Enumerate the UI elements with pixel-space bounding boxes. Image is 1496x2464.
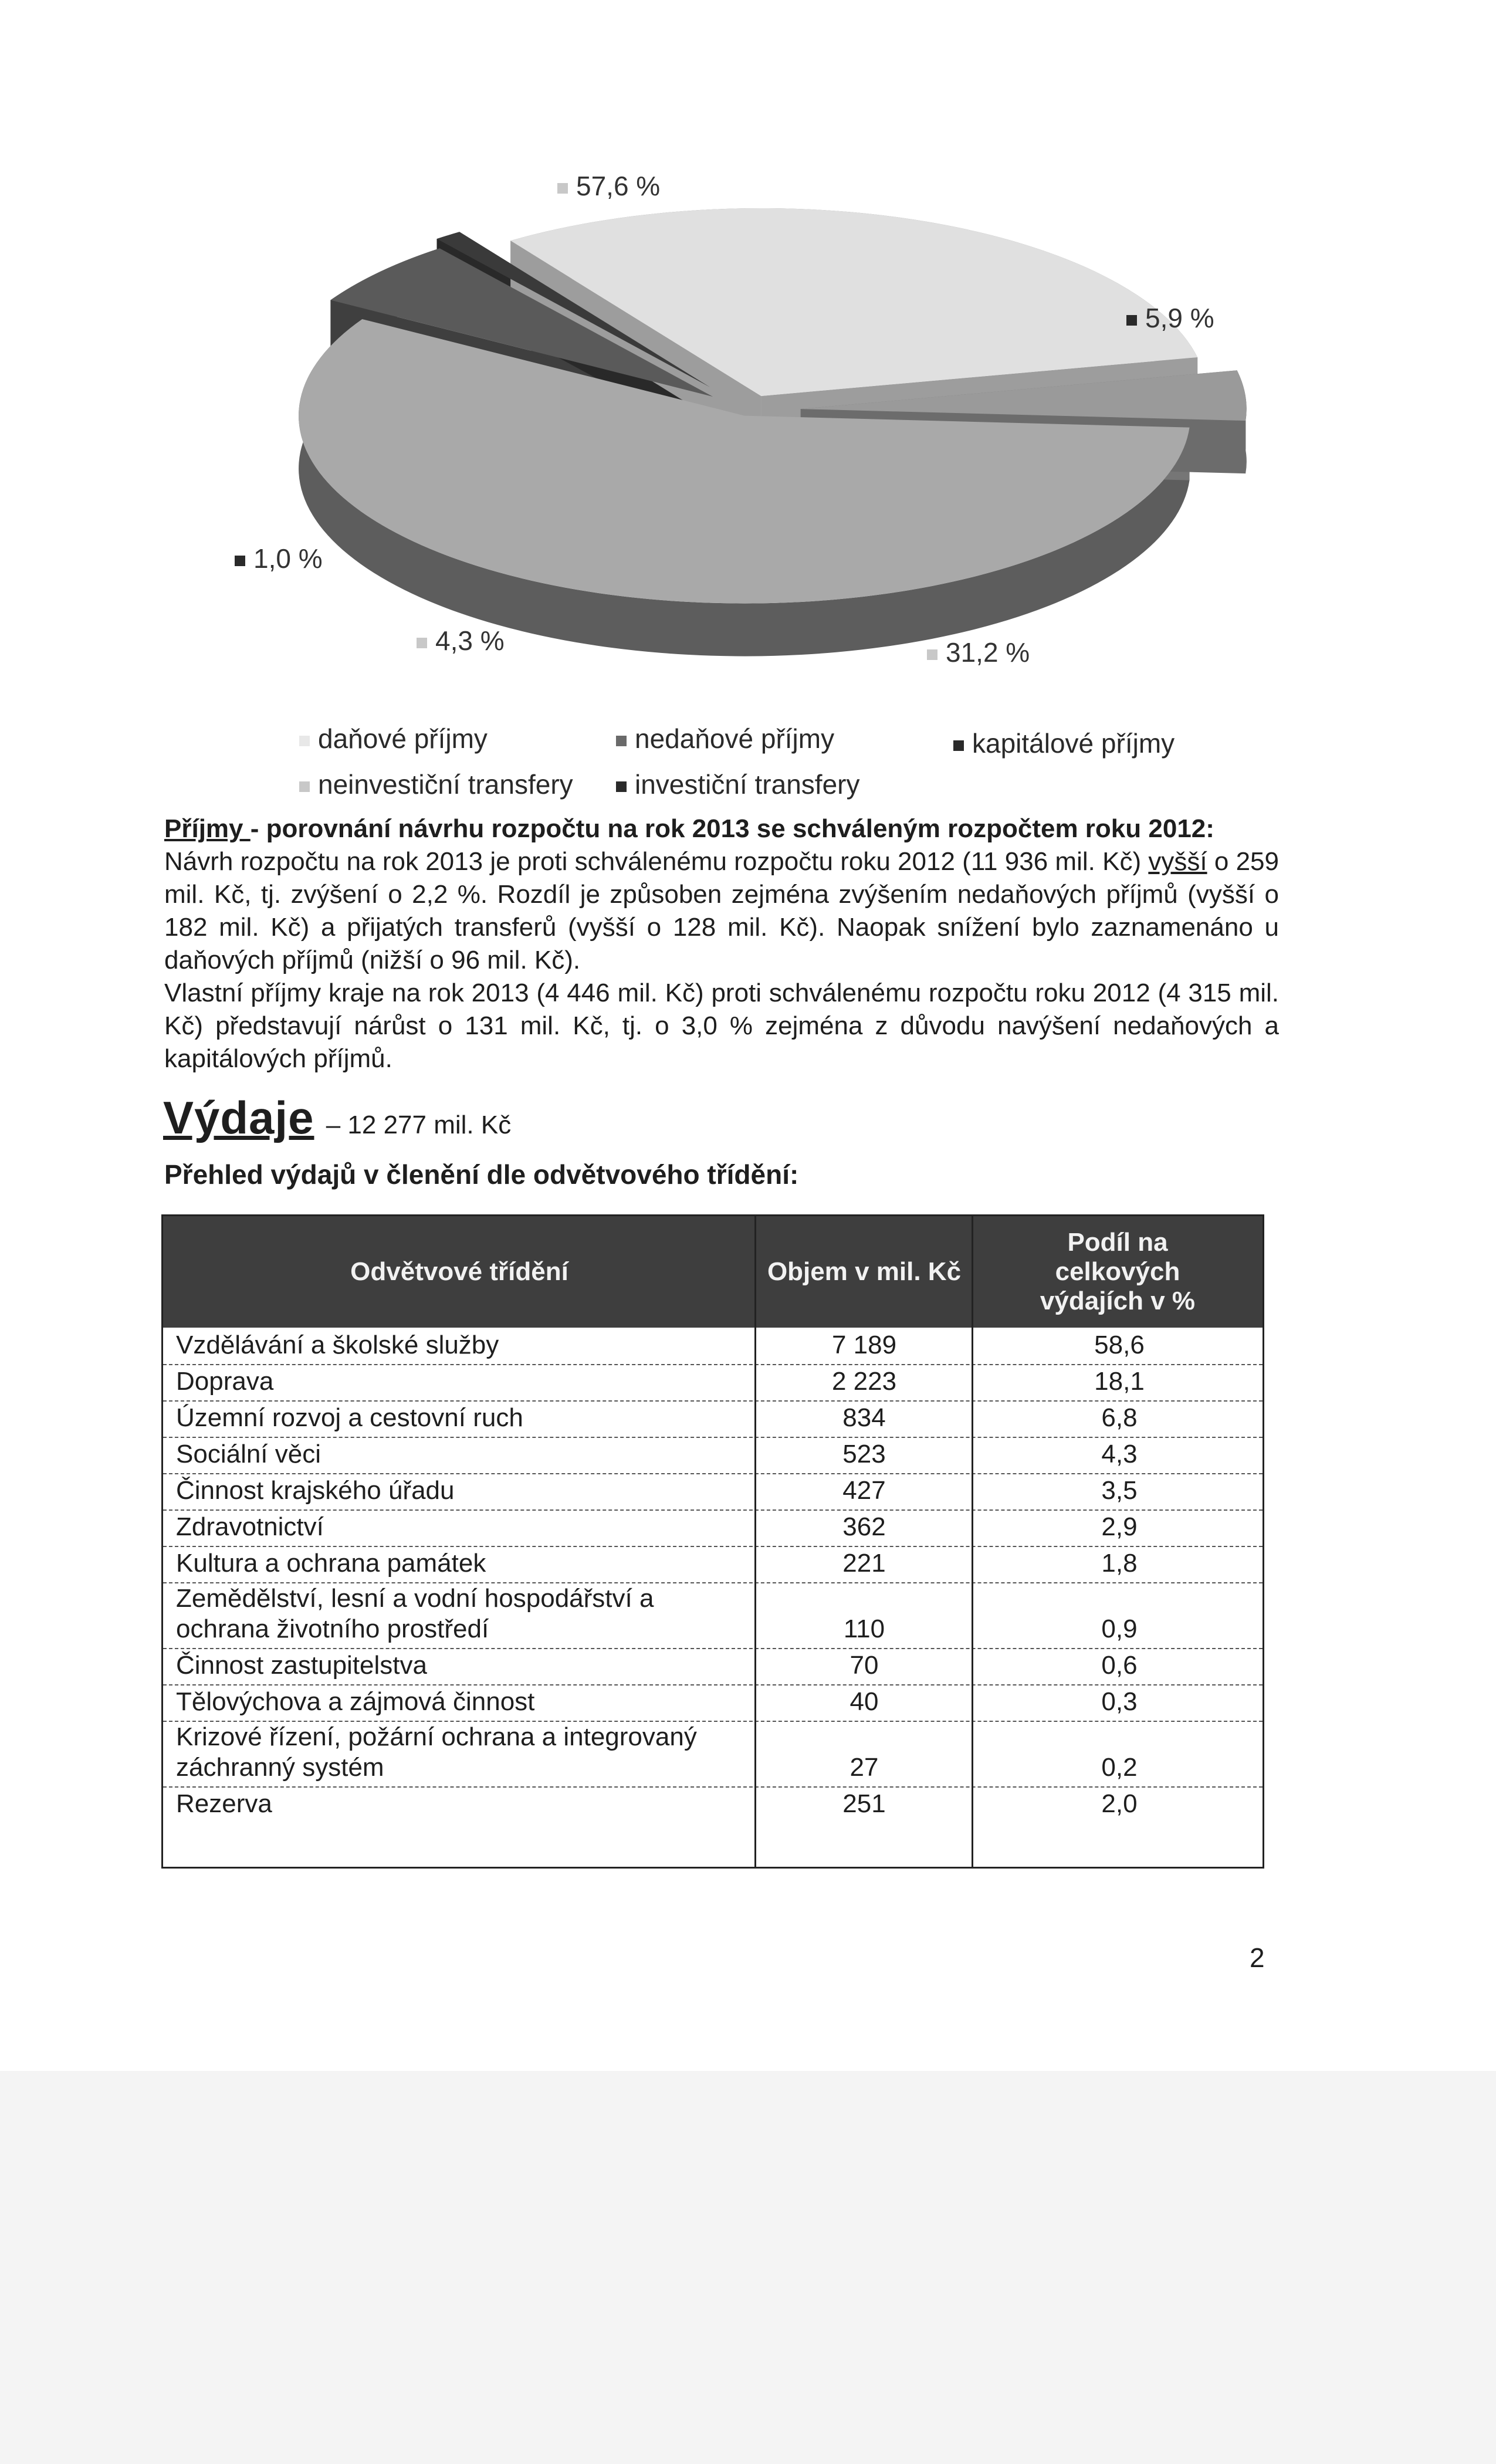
prijmy-paragraph-1: [164, 845, 1279, 977]
pie-label-investicni: 4,3 %: [417, 625, 505, 656]
scan-background: [0, 2071, 1496, 2464]
cell-odvetvi: Územní rozvoj a cestovní ruch: [176, 1403, 523, 1432]
column-divider: [754, 1216, 756, 1867]
cell-odvetvi: Činnost krajského úřadu: [176, 1476, 455, 1505]
vydaje-amount: – 12 277 mil. Kč: [319, 1111, 512, 1139]
label-marker-icon: [927, 649, 937, 660]
cell-podil: 0,6: [1101, 1651, 1138, 1680]
prijmy-heading-rest: - porovnání návrhu rozpočtu na rok 2013 se schváleným rozpočtem roku 2012:: [250, 814, 1214, 843]
legend-swatch-icon: [953, 740, 964, 751]
cell-objem: 110: [843, 1615, 885, 1643]
cell-odvetvi: Sociální věci: [176, 1440, 321, 1468]
header-odvetvove: Odvětvové třídění: [350, 1257, 568, 1286]
table-row: [163, 1400, 1263, 1438]
cell-podil: 1,8: [1101, 1549, 1138, 1578]
cell-objem: 251: [842, 1789, 886, 1818]
cell-podil: 0,2: [1101, 1753, 1138, 1782]
legend-swatch-icon: [616, 781, 627, 792]
cell-podil: 0,9: [1101, 1615, 1138, 1643]
prijmy-p1-end: o 259 mil. Kč, tj. zvýšení o 2,2 %. Rozdíl je způsoben zejména zvýšením nedaňových příjmů (vyšší o 182 mil. Kč) a přijatých transferů (vyšší o 128 mil. Kč). Naopak snížení bylo zaznamenáno u daňových příjmů (nižší o 96 mil. Kč).: [164, 847, 1279, 974]
cell-odvetvi: Krizové řízení, požární ochrana a integrovaný záchranný systém: [176, 1722, 697, 1782]
prijmy-section: [164, 813, 1279, 1075]
cell-podil: 4,3: [1101, 1440, 1138, 1468]
cell-odvetvi: Rezerva: [176, 1789, 272, 1818]
prijmy-heading-underlined: Příjmy: [164, 814, 251, 843]
legend-item-dane: daňové příjmy: [299, 723, 488, 754]
cell-podil: 0,3: [1101, 1687, 1138, 1716]
cell-podil: 3,5: [1101, 1476, 1138, 1505]
vydaje-title: Výdaje: [163, 1092, 314, 1143]
legend-item-nedane: nedaňové příjmy: [616, 723, 834, 754]
cell-objem: 2 223: [831, 1367, 897, 1396]
table-row: [163, 1648, 1263, 1685]
cell-objem: 523: [842, 1440, 886, 1468]
legend-swatch-icon: [616, 736, 627, 746]
expenditure-table: [161, 1214, 1264, 1869]
cell-podil: 2,9: [1101, 1512, 1138, 1541]
header-podil: Podíl na celkových výdajích v %: [1040, 1228, 1196, 1315]
cell-odvetvi: Kultura a ochrana památek: [176, 1549, 486, 1578]
vydaje-subheading: Přehled výdajů v členění dle odvětvového třídění:: [164, 1159, 799, 1190]
legend-swatch-icon: [299, 736, 310, 746]
cell-objem: 70: [849, 1651, 879, 1680]
pie-label-dane: 57,6 %: [557, 170, 660, 202]
header-objem: Objem v mil. Kč: [767, 1257, 962, 1286]
pie-label-nedane: 5,9 %: [1126, 302, 1214, 334]
table-row: [163, 1437, 1263, 1474]
prijmy-heading: [164, 813, 1279, 845]
table-row: [163, 1684, 1263, 1722]
table-header: [163, 1216, 1263, 1328]
legend-item-investicni: investiční transfery: [616, 769, 859, 800]
cell-odvetvi: Doprava: [176, 1367, 274, 1396]
label-marker-icon: [417, 638, 427, 648]
cell-podil: 18,1: [1094, 1367, 1145, 1396]
cell-objem: 427: [842, 1476, 886, 1505]
cell-podil: 6,8: [1101, 1403, 1138, 1432]
vydaje-heading: [163, 1091, 511, 1145]
table-row: [163, 1721, 1263, 1788]
cell-podil: 2,0: [1101, 1789, 1138, 1818]
legend-item-kapitalove: kapitálové příjmy: [953, 727, 1175, 759]
table-row: [163, 1546, 1263, 1583]
pie-chart: [176, 135, 1320, 792]
legend-swatch-icon: [299, 781, 310, 792]
label-marker-icon: [557, 183, 568, 194]
cell-objem: 7 189: [831, 1331, 897, 1359]
pie-label-neinvesticni: 31,2 %: [927, 637, 1030, 668]
prijmy-p1-start: Návrh rozpočtu na rok 2013 je proti schválenému rozpočtu roku 2012 (11 936 mil. Kč): [164, 847, 1149, 876]
label-marker-icon: [235, 556, 245, 566]
table-row: [163, 1473, 1263, 1511]
cell-objem: 221: [842, 1549, 886, 1578]
table-row: [163, 1509, 1263, 1547]
page-number: 2: [1250, 1942, 1265, 1973]
cell-odvetvi: Činnost zastupitelstva: [176, 1651, 427, 1680]
table-row: [163, 1582, 1263, 1649]
column-divider: [972, 1216, 973, 1867]
prijmy-p1-underlined: vyšší: [1148, 847, 1207, 876]
cell-odvetvi: Zdravotnictví: [176, 1512, 324, 1541]
cell-objem: 27: [849, 1753, 879, 1782]
legend-item-neinvesticni: neinvestiční transfery: [299, 769, 573, 800]
table-row: [163, 1786, 1263, 1823]
cell-objem: 40: [849, 1687, 879, 1716]
cell-odvetvi: Vzdělávání a školské služby: [176, 1331, 499, 1359]
cell-objem: 834: [842, 1403, 886, 1432]
cell-odvetvi: Tělovýchova a zájmová činnost: [176, 1687, 535, 1716]
prijmy-paragraph-2: Vlastní příjmy kraje na rok 2013 (4 446 mil. Kč) proti schválenému rozpočtu roku 2012 (4 315 mil. Kč) představují nárůst o 131 mil. Kč, tj. o 3,0 % zejména z důvodu navýšení nedaňových a kapitálových příjmů.: [164, 979, 1279, 1073]
cell-objem: 362: [842, 1512, 886, 1541]
table-row: [163, 1364, 1263, 1402]
pie-label-kapitalove: 1,0 %: [235, 543, 323, 574]
label-marker-icon: [1126, 315, 1137, 326]
table-row: [163, 1328, 1263, 1365]
cell-odvetvi: Zemědělství, lesní a vodní hospodářství a ochrana životního prostředí: [176, 1584, 654, 1643]
cell-podil: 58,6: [1094, 1331, 1145, 1359]
